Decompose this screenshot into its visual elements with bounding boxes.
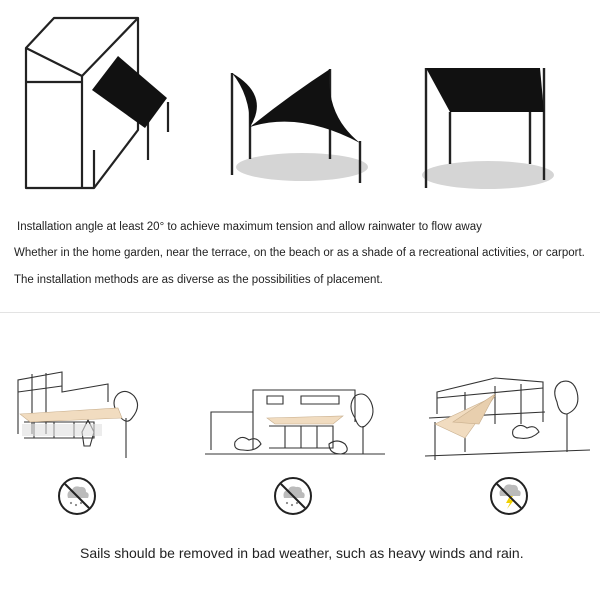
installation-methods-text: The installation methods are as diverse as the possibilities of placement.	[14, 274, 383, 286]
building-sail-illustration	[20, 10, 180, 195]
weather-warning-text: Sails should be removed in bad weather, such as heavy winds and rain.	[80, 545, 524, 561]
house-scene-right	[425, 364, 590, 464]
four-post-sail-illustration	[220, 55, 370, 190]
black-sail	[426, 68, 544, 112]
no-rain-icon	[273, 476, 313, 516]
house-scene-middle	[205, 382, 385, 462]
black-sail	[92, 56, 167, 128]
rectangle-sail-illustration	[410, 60, 560, 195]
no-rain-icon	[57, 476, 97, 516]
top-illustrations	[0, 0, 600, 210]
section-divider	[0, 312, 600, 313]
installation-angle-text: Installation angle at least 20° to achieve maximum tension and allow rainwater to flow away	[17, 221, 482, 233]
house-scene-left	[14, 362, 164, 462]
no-storm-icon	[489, 476, 529, 516]
placement-options-text: Whether in the home garden, near the terrace, on the beach or as a shade of a recreational activities, or carport.	[14, 247, 585, 259]
